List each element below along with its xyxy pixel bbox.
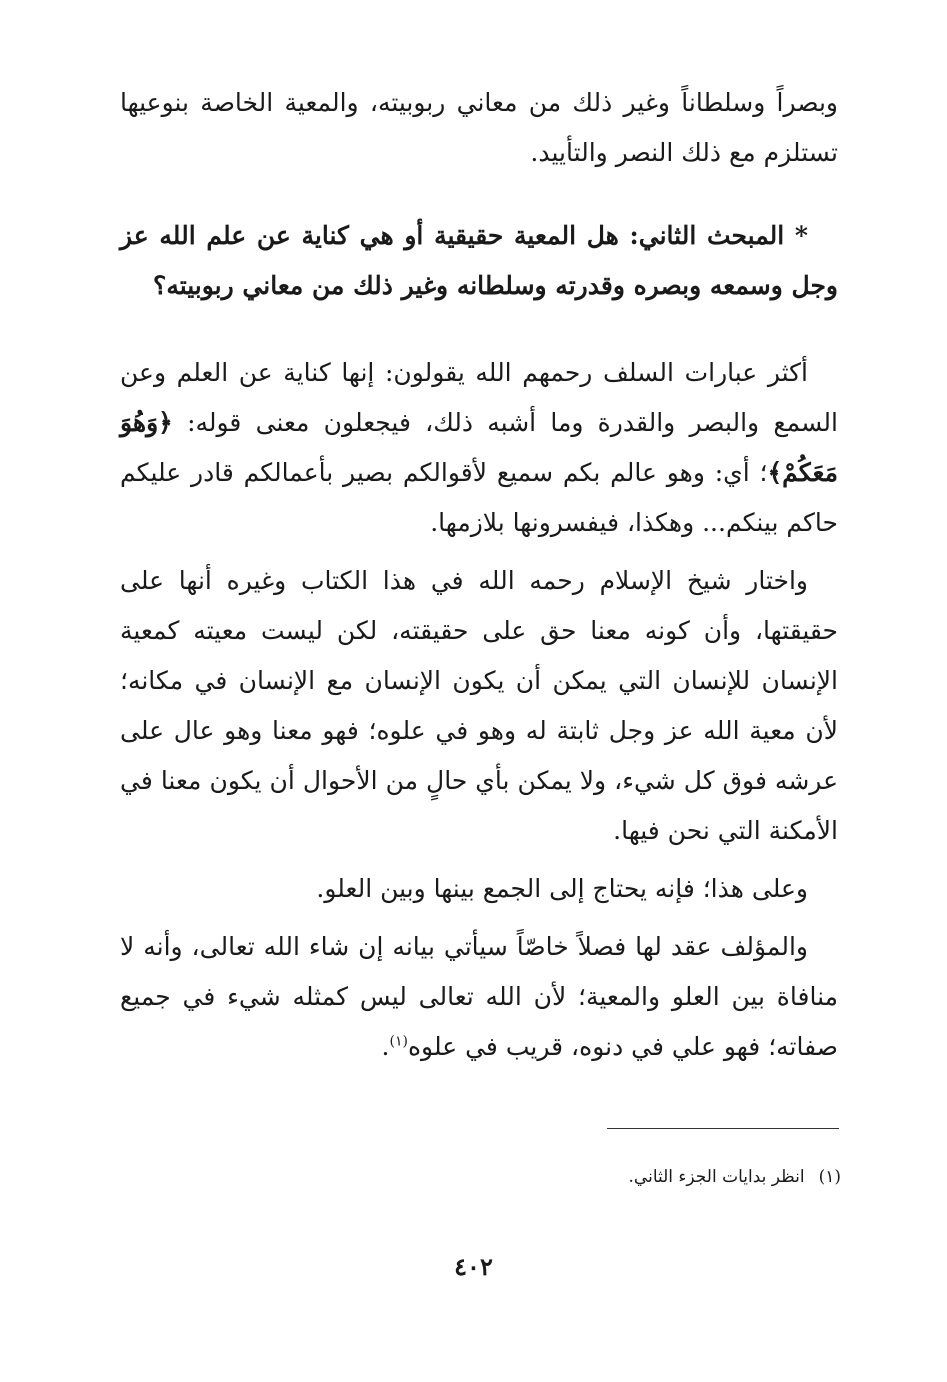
paragraph-2-part-b: ؛ أي: وهو عالم بكم سميع لأقوالكم بصير بأعمالكم قادر عليكم حاكم بينكم... وهكذا، فيفسرونها بلازمها.: [120, 458, 838, 537]
footnote-divider: [607, 1128, 839, 1129]
footnote-text: انظر بدايات الجزء الثاني.: [628, 1167, 805, 1187]
paragraph-2-part-a: أكثر عبارات السلف رحمهم الله يقولون: إنها كناية عن العلم وعن السمع والبصر والقدرة وما أشبه ذلك، فيجعلون معنى قوله:: [120, 358, 838, 437]
footnote-number: (١): [818, 1167, 841, 1187]
footnote-reference[interactable]: (١): [389, 1033, 408, 1050]
paragraph-2: [120, 348, 838, 548]
paragraph-5-end: .: [381, 1032, 390, 1061]
quran-verse: ﴿وَهُوَ مَعَكُمْ﴾: [120, 408, 838, 487]
paragraph-3: واختار شيخ الإسلام رحمه الله في هذا الكتاب وغيره أنها على حقيقتها، وأن كونه معنا حق على حقيقته، لكن ليست معيته كمعية الإنسان للإنسان التي يمكن أن يكون الإنسان مع الإنسان في مكانه؛ لأن معية الله عز وجل ثابتة له وهو في علوه؛ فهو معنا وهو عال على عرشه فوق كل شيء، ولا يمكن بأي حالٍ من الأحوال أن يكون معنا في الأمكنة التي نحن فيها.: [120, 566, 838, 845]
footnote: [141, 1163, 841, 1191]
paragraph-5-text: والمؤلف عقد لها فصلاً خاصّاً سيأتي بيانه إن شاء الله تعالى، وأنه لا منافاة بين العلو والمعية؛ لأن الله تعالى ليس كمثله شيء في جميع صفاته؛ فهو علي في دنوه، قريب في علوه: [120, 932, 838, 1061]
section-heading: * المبحث الثاني: هل المعية حقيقية أو هي كناية عن علم الله عز وجل وسمعه وبصره وقدرته وسلطانه وغير ذلك من معاني ربوبيته؟: [120, 221, 838, 300]
page-number: ٤٠٢: [454, 1252, 493, 1281]
paragraph-1: وبصراً وسلطاناً وغير ذلك من معاني ربوبيته، والمعية الخاصة بنوعيها تستلزم مع ذلك النصر والتأييد.: [120, 88, 838, 167]
paragraph-4: وعلى هذا؛ فإنه يحتاج إلى الجمع بينها وبين العلو.: [316, 874, 808, 903]
page-body: [120, 78, 838, 1072]
paragraph-5: [120, 922, 838, 1072]
